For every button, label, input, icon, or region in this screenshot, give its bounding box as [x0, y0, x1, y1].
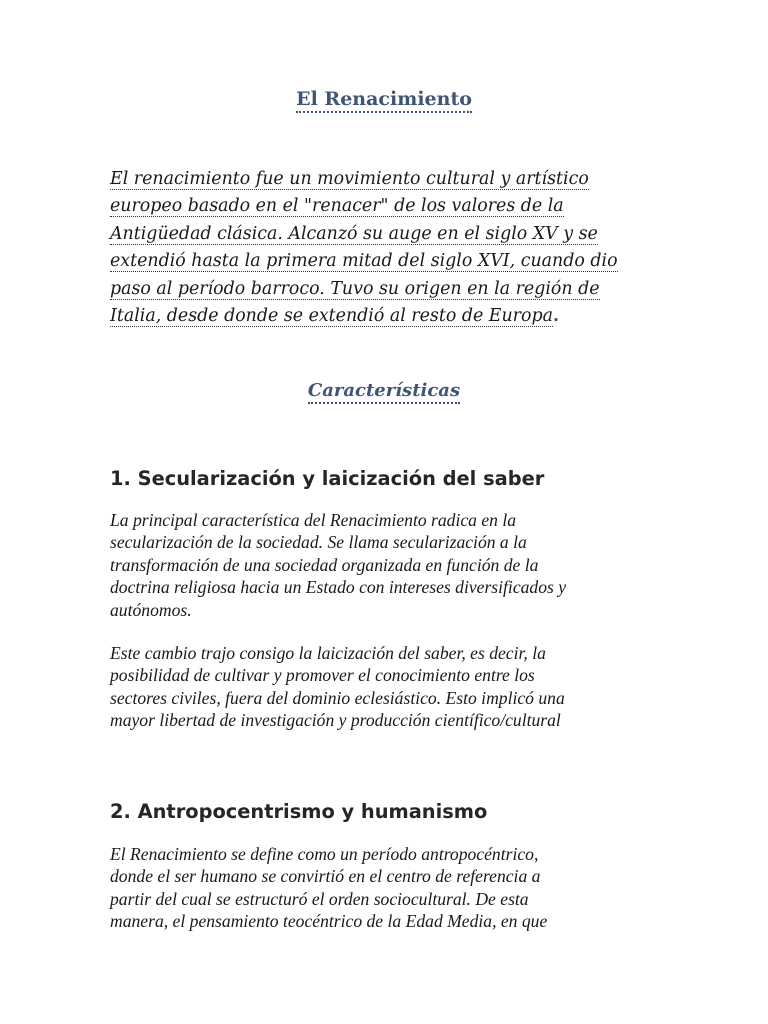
paragraph-line: sectores civiles, fuera del dominio eclesiástico. Esto implicó una: [110, 687, 565, 708]
section-1-paragraph-2: [110, 642, 670, 732]
paragraph-line: manera, el pensamiento teocéntrico de la Edad Media, en que: [110, 911, 548, 932]
intro-paragraph: [110, 166, 670, 330]
intro-line: paso al período barroco. Tuvo su origen en la región de: [110, 278, 600, 299]
intro-line: extendió hasta la primera mitad del siglo XVI, cuando dio: [110, 251, 618, 272]
intro-line: Italia, desde donde se extendió al resto de Europa.: [110, 306, 560, 327]
paragraph-line: donde el ser humano se convirtió en el centro de referencia a: [110, 866, 541, 887]
intro-line: europeo basado en el "renacer" de los valores de la: [110, 196, 564, 217]
paragraph-line: mayor libertad de investigación y producción científico/cultural: [110, 710, 561, 731]
paragraph-line: partir del cual se estructuró el orden sociocultural. De esta: [110, 888, 529, 909]
paragraph-line: Este cambio trajo consigo la laicización del saber, es decir, la: [110, 643, 546, 663]
intro-line: Antigüedad clásica. Alcanzó su auge en el siglo XV y se: [110, 223, 598, 244]
paragraph-line: autónomos.: [110, 599, 192, 620]
section-1-paragraph-1: [110, 509, 670, 621]
paragraph-line: secularización de la sociedad. Se llama secularización a la: [110, 532, 527, 553]
paragraph-line: La principal característica del Renacimiento radica en la: [110, 510, 517, 530]
paragraph-line: El Renacimiento se define como un período antropocéntrico,: [110, 844, 539, 864]
intro-line: El renacimiento fue un movimiento cultural y artístico: [110, 169, 589, 189]
paragraph-line: transformación de una sociedad organizada en función de la: [110, 554, 539, 575]
paragraph-line: posibilidad de cultivar y promover el conocimiento entre los: [110, 665, 535, 686]
section-2-paragraph-1: [110, 843, 670, 933]
section-subtitle: Características: [0, 380, 768, 401]
section-heading-1: 1. Secularización y laicización del saber: [110, 467, 545, 490]
document-title: El Renacimiento: [0, 88, 768, 110]
paragraph-line: doctrina religiosa hacia un Estado con intereses diversificados y: [110, 577, 567, 598]
section-heading-2: 2. Antropocentrismo y humanismo: [110, 800, 488, 823]
intro-period: .: [552, 306, 560, 327]
